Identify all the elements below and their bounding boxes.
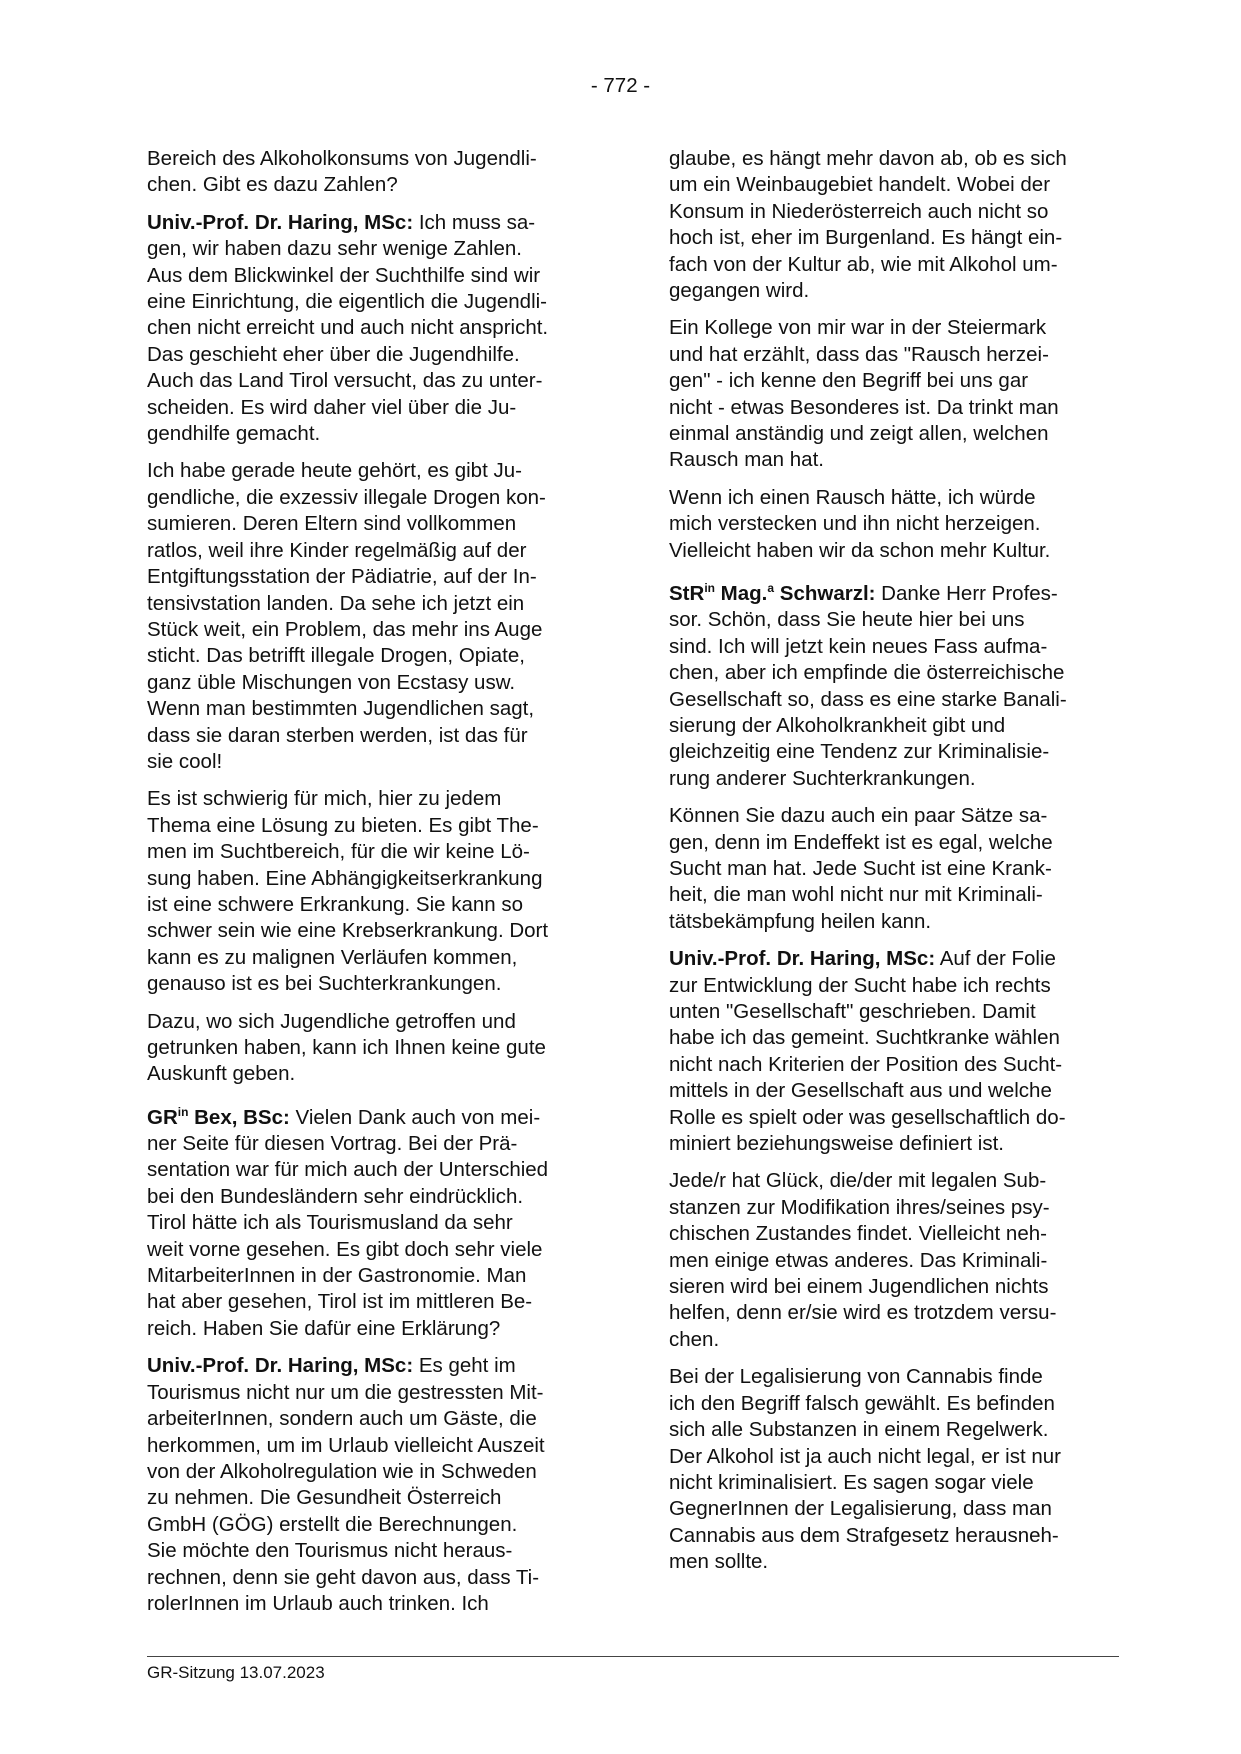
speaker-name: Univ.-Prof. Dr. Haring, MSc: (669, 947, 936, 971)
paragraph-text: Jede/r hat Glück, die/der mit legalen Sub- stanzen zur Modifikation ihres/seines psy- chischen Zustandes findet. Vielleicht neh- men einige etwas anderes. Das Kriminali- sieren wird bei einem Jugendlichen nichts helfen, denn er/sie wird es trotzdem versu- chen. (669, 1169, 1057, 1351)
paragraph (669, 1168, 1117, 1353)
paragraph-text: Bei der Legalisierung von Cannabis finde ich den Begriff falsch gewählt. Es befinden sich alle Substanzen in einem Regelwerk. Der Alkohol ist ja auch nicht legal, er ist nur nicht kriminalisiert. Es sagen sogar viele GegnerInnen der Legalisierung, dass man Cannabis aus dem Strafgesetz herausneh- men sollte. (669, 1365, 1061, 1574)
paragraph (669, 146, 1117, 304)
footer-text: GR-Sitzung 13.07.2023 (147, 1663, 325, 1682)
paragraph-text: Danke Herr Profes- sor. Schön, dass Sie heute hier bei uns sind. Ich will jetzt kein neues Fass aufma- chen, aber ich empfinde die österreichische Gesellschaft so, dass es eine starke Banali- sierung der Alkoholkrankheit gibt und gleichzeitig eine Tendenz zur Kriminalisie- rung anderer Suchterkrankungen. (669, 581, 1067, 790)
paragraph-text: Es ist schwierig für mich, hier zu jedem Thema eine Lösung zu bieten. Es gibt The- men im Suchtbereich, für die wir keine Lö- sung haben. Eine Abhängigkeitserkrankung ist eine schwere Erkrankung. Sie kann so schwer sein wie eine Krebserkrankung. Dort kann es zu malignen Verläufen kommen, genauso ist es bei Suchterkrankungen. (147, 787, 549, 996)
page-number: - 772 - (590, 74, 651, 97)
paragraph-text: Ich muss sa- gen, wir haben dazu sehr wenige Zahlen. Aus dem Blickwinkel der Suchthilfe sind wir eine Einrichtung, die eigentlich die Jugendli- chen nicht erreicht und auch nicht anspricht. Das geschieht eher über die Jugendhilfe. Auch das Land Tirol versucht, das zu unter- scheiden. Es wird daher viel über die Ju- gendhilfe gemacht. (147, 210, 549, 446)
paragraph (669, 485, 1117, 564)
paragraph-text: Auf der Folie zur Entwicklung der Sucht habe ich rechts unten "Gesellschaft" geschrieben. Damit habe ich das gemeint. Suchtkranke wählen nicht nach Kriterien der Position des Sucht- mittels in der Gesellschaft aus und welche Rolle es spielt oder was gesellschaftlich do- miniert beziehungsweise definiert ist. (669, 947, 1066, 1156)
right-column (669, 146, 1117, 1587)
paragraph-text: Ich habe gerade heute gehört, es gibt Ju- gendliche, die exzessiv illegale Drogen kon- sumieren. Deren Eltern sind vollkommen ratlos, weil ihre Kinder regelmäßig auf der Entgiftungsstation der Pädiatrie, auf der In- tensivstation landen. Da sehe ich jetzt ein Stück weit, ein Problem, das mehr ins Auge sticht. Das betrifft illegale Drogen, Opiate, ganz üble Mischungen von Ecstasy usw. Wenn man bestimmten Jugendlichen sagt, dass sie daran sterben werden, ist das für sie cool! (147, 459, 546, 773)
speaker-name: Univ.-Prof. Dr. Haring, MSc: (147, 1354, 414, 1378)
speaker-name: Univ.-Prof. Dr. Haring, MSc: (147, 210, 414, 234)
left-column (147, 146, 595, 1628)
paragraph (147, 210, 595, 448)
paragraph (669, 315, 1117, 473)
paragraph-text: glaube, es hängt mehr davon ab, ob es sich um ein Weinbaugebiet handelt. Wobei der Konsum in Niederösterreich auch nicht so hoch ist, eher im Burgenland. Es hängt ein- fach von der Kultur ab, wie mit Alkohol um- gegangen wird. (669, 147, 1067, 303)
footer-divider (147, 1656, 1119, 1657)
paragraph-text: Können Sie dazu auch ein paar Sätze sa- gen, denn im Endeffekt ist es egal, welche Sucht man hat. Jede Sucht ist eine Krank- heit, die man wohl nicht nur mit Kriminali- tätsbekämpfung heilen kann. (669, 804, 1053, 933)
paragraph (147, 1353, 595, 1617)
paragraph-text: Dazu, wo sich Jugendliche getroffen und getrunken haben, kann ich Ihnen keine gute Auskunft geben. (147, 1009, 546, 1086)
paragraph (147, 458, 595, 775)
paragraph (669, 1364, 1117, 1575)
paragraph (147, 146, 595, 199)
paragraph (669, 803, 1117, 935)
speaker-name: StR$^{in}$ Mag.$^a$ Schwarzl: (669, 581, 876, 605)
speaker-name: $GR^{in}$ Bex, BSc: (147, 1104, 290, 1129)
paragraph (147, 786, 595, 997)
paragraph-text: Bereich des Alkoholkonsums von Jugendli- chen. Gibt es dazu Zahlen? (147, 147, 537, 197)
paragraph (147, 1099, 595, 1342)
paragraph (669, 946, 1117, 1157)
paragraph-text: Wenn ich einen Rausch hätte, ich würde mich verstecken und ihn nicht herzeigen. Vielleicht haben wir da schon mehr Kultur. (669, 485, 1051, 562)
paragraph-text: Vielen Dank auch von mei- ner Seite für diesen Vortrag. Bei der Prä- sentation war für mich auch der Unterschied bei den Bundesländern sehr eindrücklich. Tirol hätte ich als Tourismusland da sehr weit vorne gesehen. Es gibt doch sehr viele MitarbeiterInnen in der Gastronomie. Man hat aber gesehen, Tirol ist im mittleren Be- reich. Haben Sie dafür eine Erklärung? (147, 1105, 549, 1340)
paragraph (147, 1009, 595, 1088)
paragraph-text: Es geht im Tourismus nicht nur um die gestressten Mit- arbeiterInnen, sondern auch um Gäste, die herkommen, um im Urlaub vielleicht Auszeit von der Alkoholregulation wie in Schweden zu nehmen. Die Gesundheit Österreich GmbH (GÖG) erstellt die Berechnungen. Sie möchte den Tourismus nicht heraus- rechnen, denn sie geht davon aus, dass Ti- rolerInnen im Urlaub auch trinken. Ich (147, 1354, 545, 1615)
paragraph (669, 575, 1117, 792)
paragraph-text: Ein Kollege von mir war in der Steiermark und hat erzählt, dass das "Rausch herzei- gen" - ich kenne den Begriff bei uns gar nicht - etwas Besonderes ist. Da trinkt man einmal anständig und zeigt allen, welchen Rausch man hat. (669, 316, 1059, 472)
